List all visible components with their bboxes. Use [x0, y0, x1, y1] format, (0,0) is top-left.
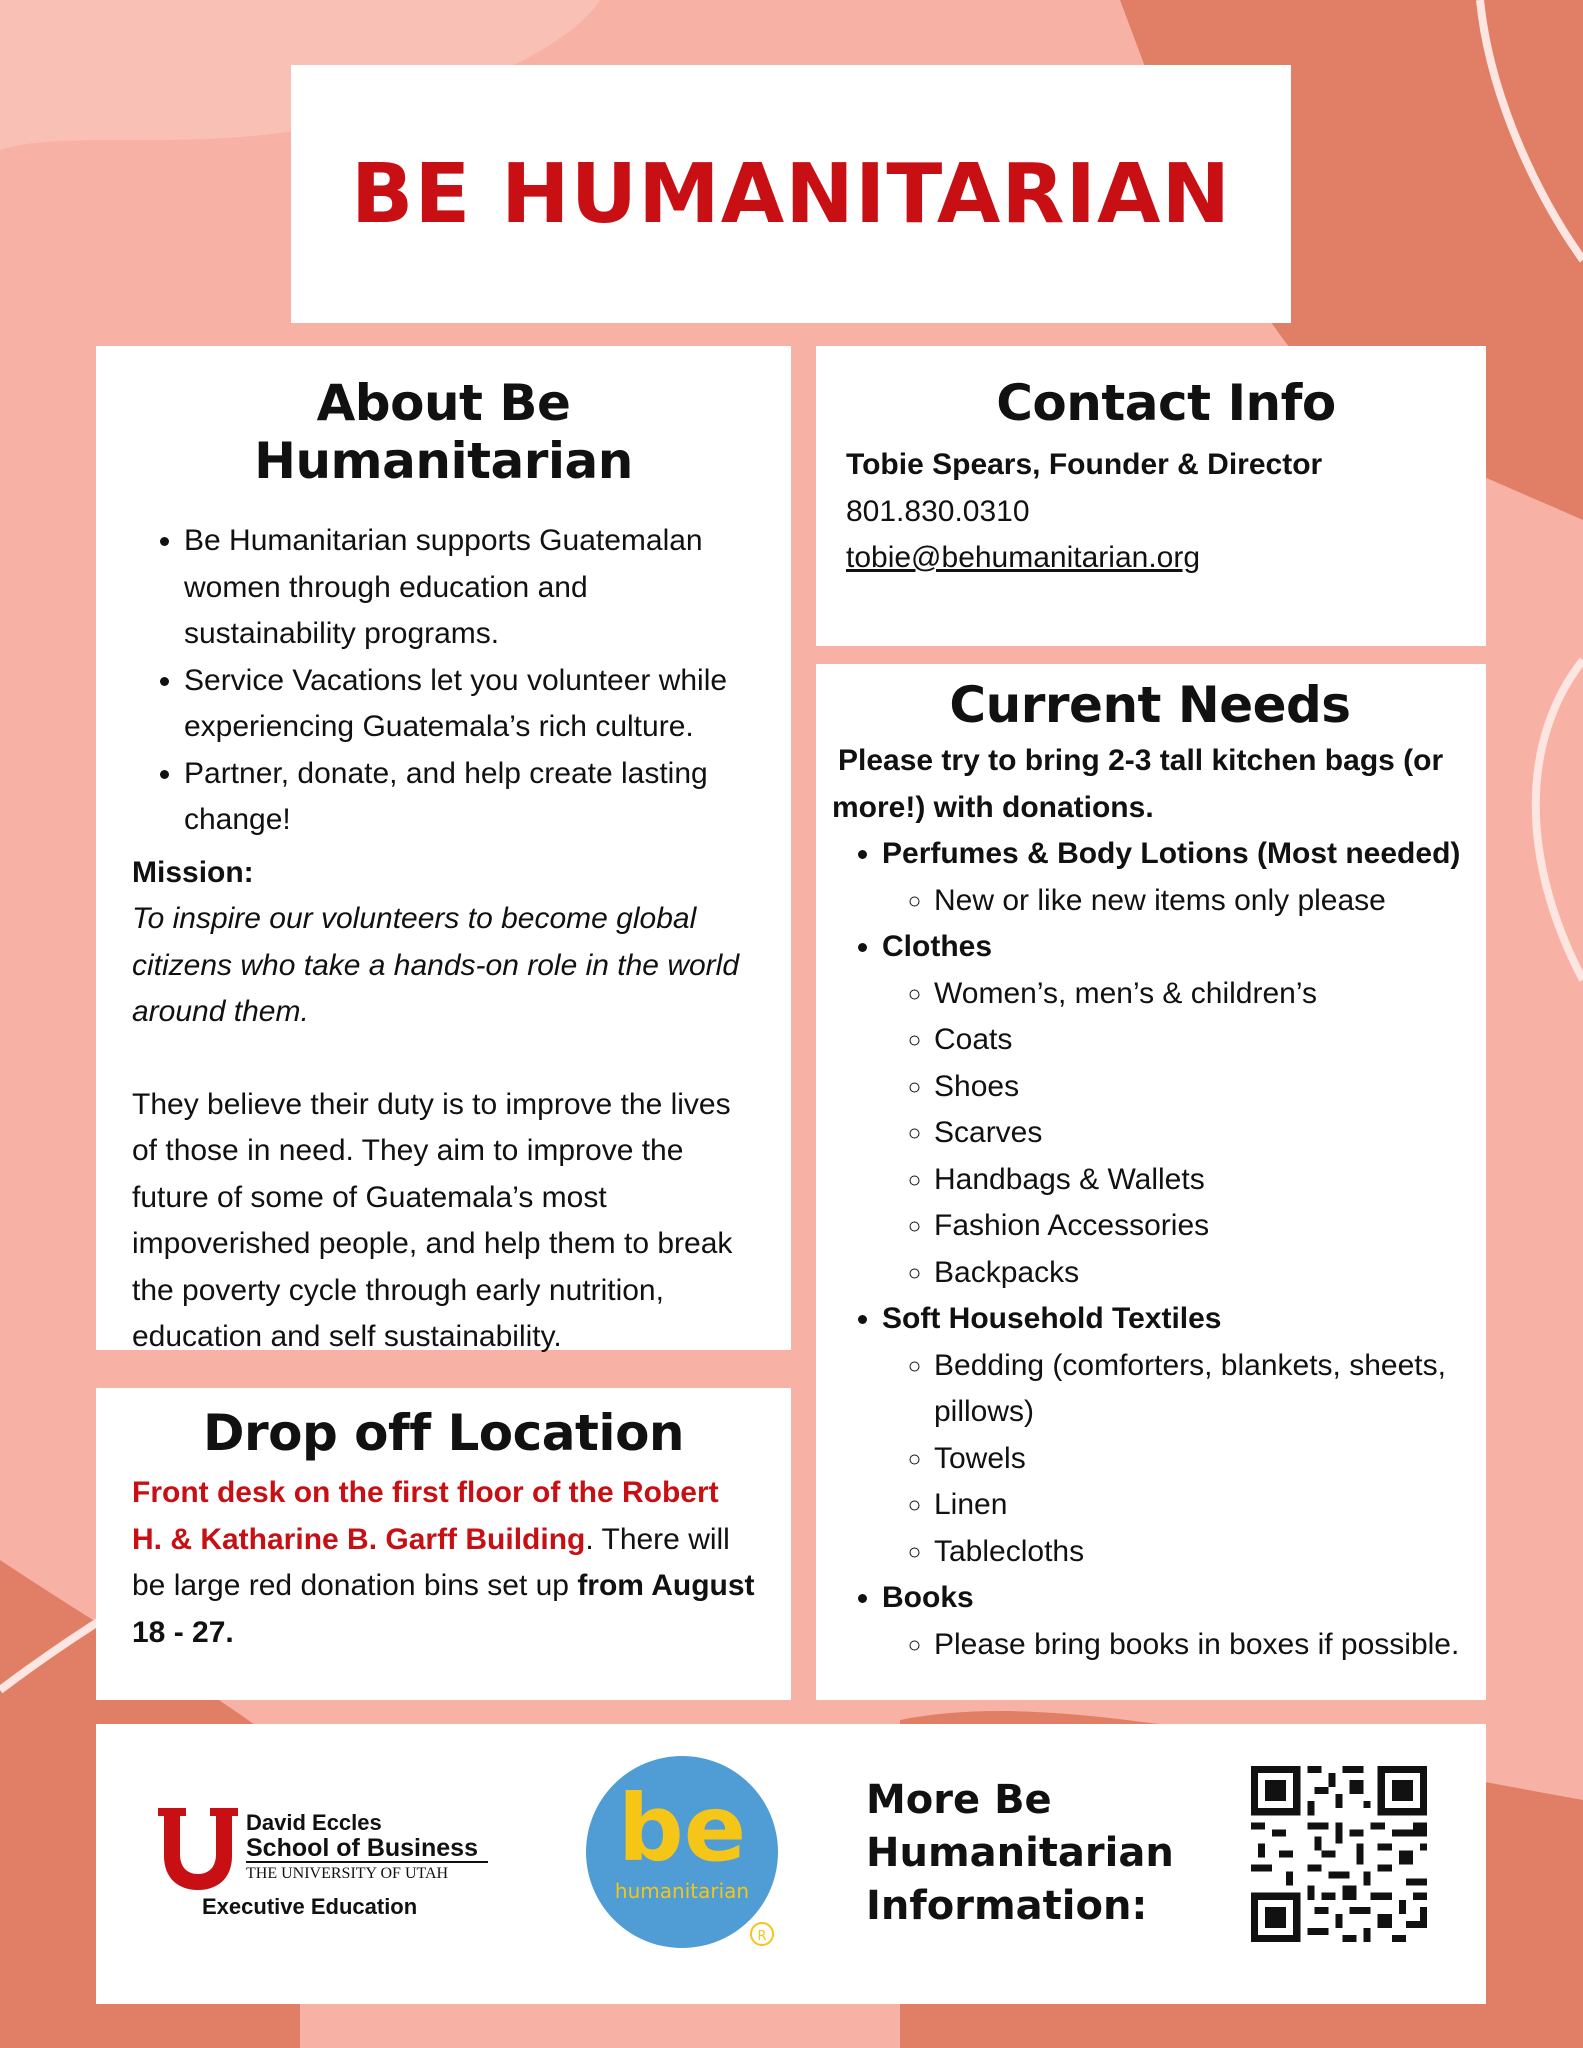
about-bullets [132, 518, 755, 844]
about-card [96, 346, 791, 1353]
category-name: Soft Household Textiles [882, 1302, 1222, 1335]
contact-name: Tobie Spears, Founder & Director [846, 448, 1323, 481]
contact-phone[interactable]: 801.830.0310 [846, 494, 1030, 528]
title-card [291, 65, 1291, 323]
mission-label: Mission: [132, 855, 254, 889]
dropoff-heading: Drop off Location [202, 1404, 685, 1462]
about-bullet: • Service Vacations let you volunteer while experiencing Guatemala’s rich culture. [184, 658, 755, 751]
need-item: ◦ Bedding (comforters, blankets, sheets, pillows) [934, 1343, 1476, 1436]
needs-category [882, 831, 1476, 924]
category-items [882, 971, 1476, 1297]
logo-line: David Eccles [246, 1810, 382, 1835]
needs-category [882, 1575, 1476, 1668]
need-item: ◦ Backpacks [934, 1250, 1476, 1297]
more-info-line: Information: [866, 1883, 1148, 1929]
university-of-utah-logo [156, 1806, 516, 1926]
needs-category [882, 924, 1476, 1296]
needs-list [824, 831, 1476, 1668]
page-title: BE HUMANITARIAN [350, 146, 1232, 242]
need-item: ◦ Fashion Accessories [934, 1203, 1476, 1250]
be-logo-small: humanitarian [614, 1879, 750, 1903]
need-item: ◦ Women’s, men’s & children’s [934, 971, 1476, 1018]
dropoff-card [96, 1388, 791, 1700]
contact-card [816, 346, 1486, 646]
mission-text: To inspire our volunteers to become global citizens who take a hands-on role in the world around them. [132, 902, 740, 1028]
dropoff-text [132, 1470, 755, 1656]
category-items [882, 1343, 1476, 1576]
footer-card [96, 1724, 1486, 2004]
about-paragraph: They believe their duty is to improve the lives of those in need. They aim to improve the future of some of Guatemala’s most impoverished people, and help them to break the poverty cycle through early nutrition, education and self sustainability. [132, 1087, 733, 1353]
need-item: ◦ Towels [934, 1436, 1476, 1483]
contact-heading: Contact Info [996, 374, 1336, 432]
be-humanitarian-logo [582, 1752, 792, 1962]
category-name: Perfumes & Body Lotions (Most needed) [882, 837, 1461, 870]
need-item: ◦ Shoes [934, 1064, 1476, 1111]
category-name: Clothes [882, 930, 993, 963]
needs-heading: Current Needs [949, 676, 1351, 734]
block-u-icon [158, 1808, 238, 1890]
about-bullet: • Partner, donate, and help create lasting change! [184, 751, 755, 844]
needs-category [882, 1296, 1476, 1575]
category-name: Books [882, 1581, 974, 1614]
need-item: ◦ Tablecloths [934, 1529, 1476, 1576]
more-info-line: Humanitarian [866, 1830, 1174, 1876]
need-item: ◦ New or like new items only please [934, 878, 1476, 925]
logo-line: School of Business [246, 1834, 478, 1862]
need-item: ◦ Handbags & Wallets [934, 1157, 1476, 1204]
dropoff-location: Front desk on the first floor of the Robert H. & Katharine B. Garff Building [132, 1476, 719, 1556]
logo-line: THE UNIVERSITY OF UTAH [246, 1865, 449, 1882]
need-item: ◦ Linen [934, 1482, 1476, 1529]
about-heading: About Be Humanitarian [254, 374, 633, 490]
need-item: ◦ Scarves [934, 1110, 1476, 1157]
more-info-text [866, 1774, 1174, 1933]
needs-intro: Please try to bring 2-3 tall kitchen bags (or more!) with donations. [832, 744, 1444, 824]
registered-mark: R [757, 1929, 767, 1944]
more-info-line: More Be [866, 1777, 1052, 1823]
need-item: ◦ Please bring books in boxes if possible. [934, 1622, 1476, 1669]
category-items [882, 878, 1476, 925]
contact-email-link[interactable]: tobie@behumanitarian.org [846, 541, 1201, 574]
dropoff-dates: from August 18 - 27. [132, 1569, 755, 1649]
category-items [882, 1622, 1476, 1669]
about-bullet: • Be Humanitarian supports Guatemalan women through education and sustainability programs. [184, 518, 755, 658]
qr-code-icon[interactable] [1251, 1766, 1427, 1942]
need-item: ◦ Coats [934, 1017, 1476, 1064]
logo-line: Executive Education [202, 1894, 418, 1919]
needs-card [816, 664, 1486, 1700]
dropoff-detail: . There will be large red donation bins set up [132, 1522, 730, 1602]
be-logo-big: be [617, 1775, 747, 1882]
